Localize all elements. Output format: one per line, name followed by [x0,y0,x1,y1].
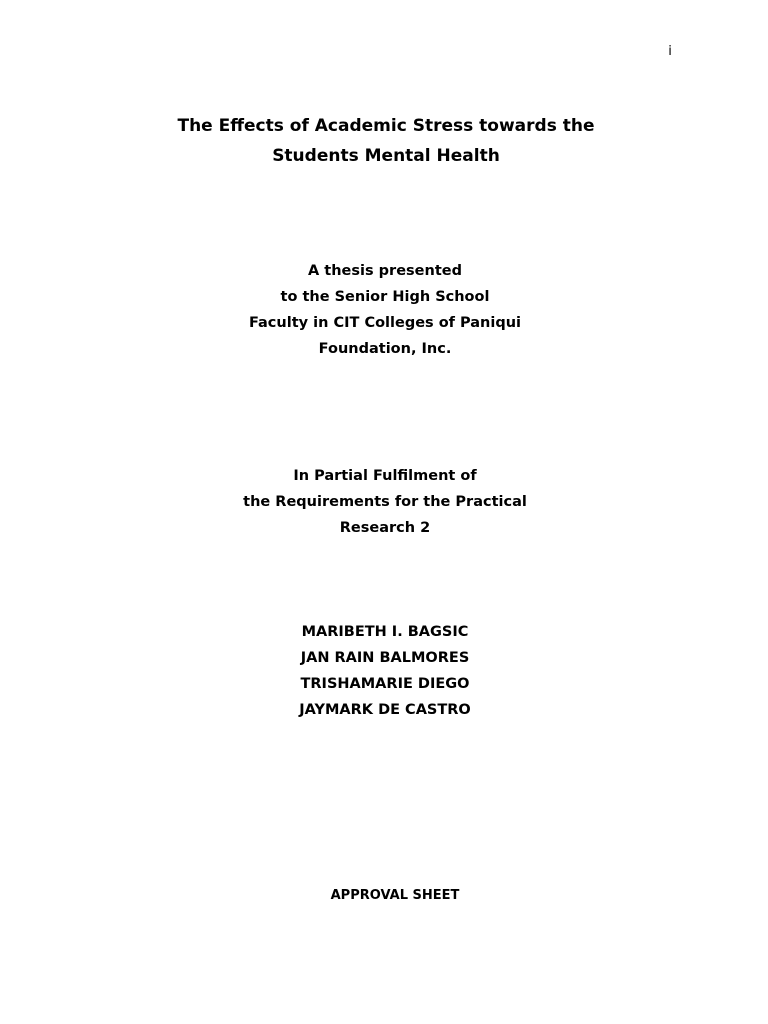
fulfilment-line: the Requirements for the Practical [243,494,527,510]
thesis-line: to the Senior High School [280,289,490,305]
fulfilment-statement [1,463,768,541]
fulfilment-line: Research 2 [339,520,431,536]
thesis-line: Foundation, Inc. [318,341,452,357]
title-line: The Effects of Academic Stress towards the [177,116,595,136]
thesis-title [2,111,768,171]
approval-sheet-heading: APPROVAL SHEET [330,888,460,903]
thesis-line: A thesis presented [308,263,462,279]
thesis-statement [1,258,768,362]
author-name: MARIBETH I. BAGSIC [301,624,469,640]
author-name: TRISHAMARIE DIEGO [300,676,470,692]
fulfilment-line: In Partial Fulfilment of [293,468,477,484]
author-name: JAN RAIN BALMORES [300,650,470,666]
title-line: Students Mental Health [272,146,500,166]
page-number: i [668,44,672,59]
author-list [1,619,768,723]
author-name: JAYMARK DE CASTRO [299,702,471,718]
thesis-line: Faculty in CIT Colleges of Paniqui [248,315,522,331]
